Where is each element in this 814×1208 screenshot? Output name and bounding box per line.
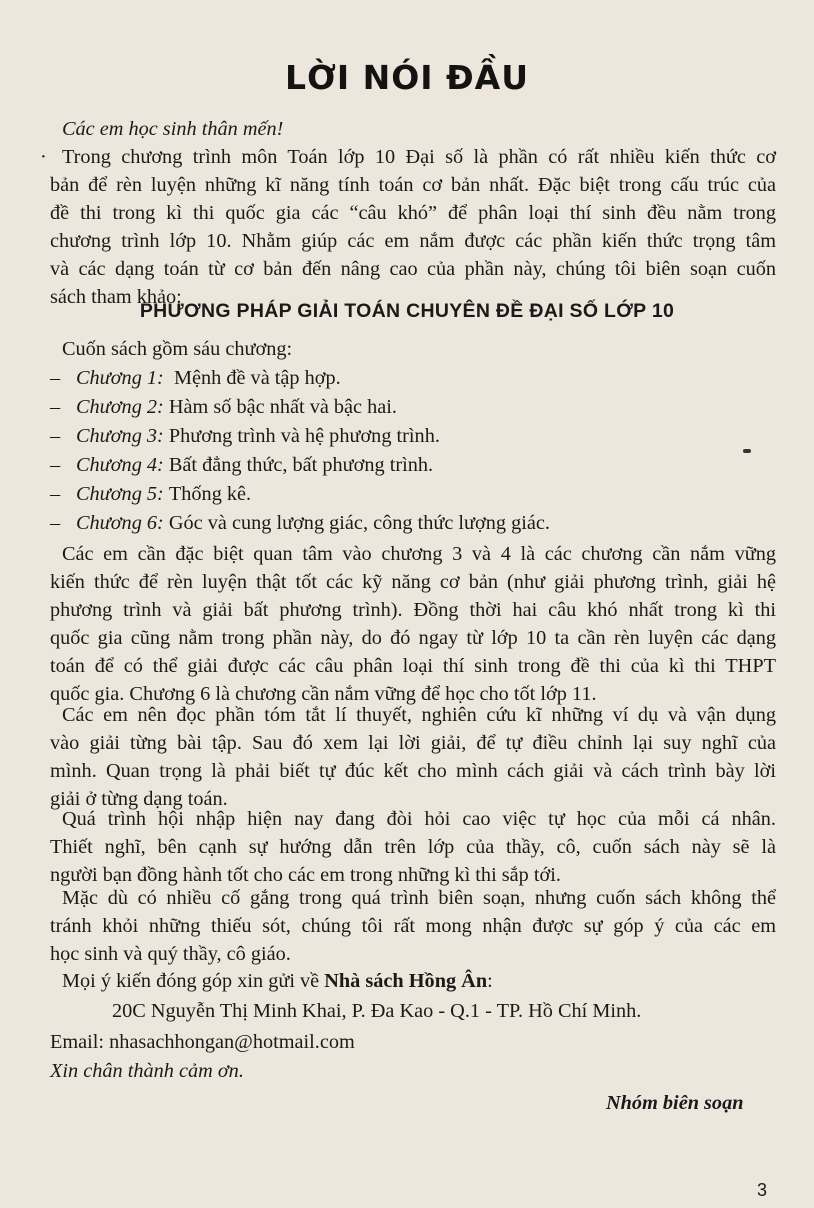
chapter-label: Chương 2: <box>76 396 164 418</box>
thanks: Xin chân thành cảm ơn. <box>50 1060 244 1082</box>
contact-line <box>62 967 493 995</box>
intro-line: Trong chương trình môn Toán lớp 10 Đại số là phần có rất nhiều kiến thức cơ <box>62 146 776 168</box>
para2-line: mình. Quan trọng là phải biết tự đúc kết cho mình cách giải và cách trình bày lời <box>50 760 776 782</box>
chapter-item: – Chương 3: Phương trình và hệ phương trình. <box>50 425 440 447</box>
page-number: 3 <box>757 1180 768 1200</box>
para1-line: quốc gia. Chương 6 là chương cần nắm vững để học cho tốt lớp 11. <box>50 683 597 705</box>
chapter-item: – Chương 6: Góc và cung lượng giác, công thức lượng giác. <box>50 512 550 534</box>
intro-line: bản để rèn luyện những kĩ năng tính toán cơ bản nhất. Đặc biệt trong cấu trúc của <box>50 174 776 196</box>
para4-line: tránh khỏi những thiếu sót, chúng tôi rất mong nhận được sự góp ý của các em <box>50 915 776 937</box>
para1-line: Các em cần đặc biệt quan tâm vào chương 3 và 4 là các chương cần nắm vững <box>62 543 776 565</box>
contact-suffix: : <box>487 970 493 992</box>
intro-line: sách tham khảo: <box>50 286 182 308</box>
address: 20C Nguyễn Thị Minh Khai, P. Đa Kao - Q.1 - TP. Hồ Chí Minh. <box>112 1000 642 1022</box>
chapter-label: Chương 3: <box>76 425 164 447</box>
chapter-text: Mệnh đề và tập hợp. <box>173 367 341 389</box>
contact-prefix: Mọi ý kiến đóng góp xin gửi về <box>62 970 325 992</box>
para3-line: người bạn đồng hành tốt cho các em trong những kì thi sắp tới. <box>50 864 561 886</box>
publisher-name: Nhà sách Hồng Ân <box>324 970 488 992</box>
chapter-item: – Chương 1: Mệnh đề và tập hợp. <box>50 367 341 389</box>
para4-line: học sinh và quý thầy, cô giáo. <box>50 943 291 965</box>
chapter-item: – Chương 5: Thống kê. <box>50 483 252 505</box>
para2-line: vào giải từng bài tập. Sau đó xem lại lời giải, để tự điều chỉnh lại suy nghĩ của <box>50 732 776 754</box>
page-title: LỜI NÓI ĐẦU <box>284 58 530 97</box>
para1-line: phương trình và giải bất phương trình). Đồng thời hai câu khó nhất trong kì thi <box>50 599 776 621</box>
chapter-label: Chương 1: <box>76 367 164 389</box>
para2-line: Các em nên đọc phần tóm tắt lí thuyết, nghiên cứu kĩ những ví dụ và vận dụng <box>62 704 776 726</box>
intro-line: và các dạng toán từ cơ bản đến nâng cao của phần này, chúng tôi biên soạn cuốn <box>50 258 776 280</box>
chapter-label: Chương 4: <box>76 454 164 476</box>
chapter-text: Góc và cung lượng giác, công thức lượng giác. <box>168 512 550 534</box>
para3-line: Quá trình hội nhập hiện nay đang đòi hỏi cao việc tự học của mỗi cá nhân. <box>62 808 776 830</box>
chapter-text: Phương trình và hệ phương trình. <box>168 425 440 447</box>
para2-line: giải ở từng dạng toán. <box>50 788 228 810</box>
signature: Nhóm biên soạn <box>606 1092 744 1114</box>
para1-line: kiến thức để rèn luyện thật tốt các kỹ năng cơ bản (như giải phương trình, giải hệ <box>50 571 776 593</box>
greeting: Các em học sinh thân mến! <box>62 118 284 140</box>
chapter-item: – Chương 2: Hàm số bậc nhất và bậc hai. <box>50 396 397 418</box>
para1-line: quốc gia cũng nằm trong phần này, do đó ngay từ lớp 10 ta cần rèn luyện các dạng <box>50 627 776 649</box>
email: Email: nhasachhongan@hotmail.com <box>50 1031 355 1053</box>
intro-line: chương trình lớp 10. Nhằm giúp các em nắm được các phần kiến thức trọng tâm <box>50 230 776 252</box>
intro-bullet: · <box>40 146 47 168</box>
book-title: PHƯƠNG PHÁP GIẢI TOÁN CHUYÊN ĐỀ ĐẠI SỐ LỚP 10 <box>139 300 675 322</box>
chapter-label: Chương 6: <box>76 512 164 534</box>
para1-line: toán để có thể giải được các câu phân loại thí sinh trong đề thi của kì thi THPT <box>50 655 776 677</box>
chapter-text: Bất đẳng thức, bất phương trình. <box>168 454 434 476</box>
chapter-text: Thống kê. <box>168 483 252 505</box>
chapter-item: – Chương 4: Bất đẳng thức, bất phương trình. <box>50 454 434 476</box>
para4-line: Mặc dù có nhiều cố gắng trong quá trình biên soạn, nhưng cuốn sách không thể <box>62 887 776 909</box>
print-speck <box>743 449 751 453</box>
chapter-text: Hàm số bậc nhất và bậc hai. <box>168 396 397 418</box>
intro-line: đề thi trong kì thi quốc gia các “câu khó” để phân loại thí sinh đều nằm trong <box>50 202 776 224</box>
chapters-intro: Cuốn sách gồm sáu chương: <box>62 338 293 360</box>
para3-line: Thiết nghĩ, bên cạnh sự hướng dẫn trên lớp của thầy, cô, cuốn sách này sẽ là <box>50 836 776 858</box>
chapter-label: Chương 5: <box>76 483 164 505</box>
